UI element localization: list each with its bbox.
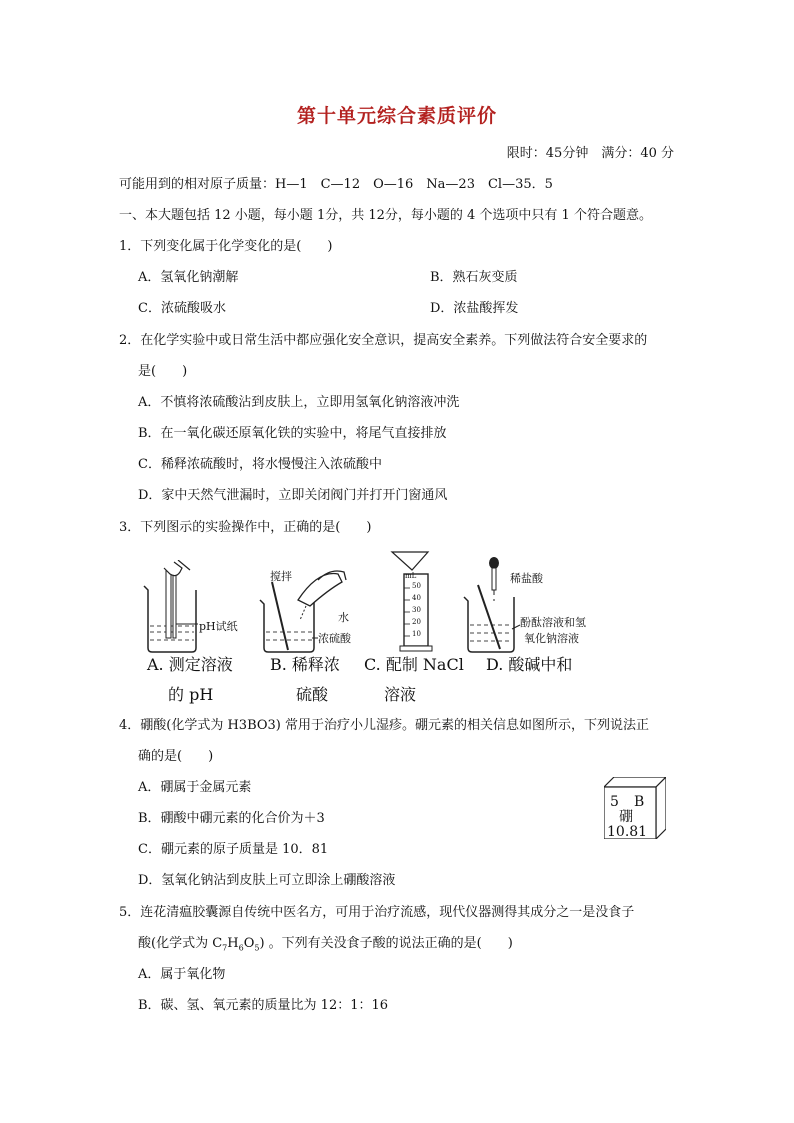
figure-c-unit: mL <box>405 572 417 580</box>
q1-option-b: B．熟石灰变质 <box>430 270 518 285</box>
figure-a-ph-test <box>140 560 250 655</box>
figure-b-stir-annotation: 搅拌 <box>270 570 292 583</box>
q2-stem-line1: 2．在化学实验中或日常生活中都应强化安全意识，提高安全素养。下列做法符合安全要求的 <box>119 333 648 348</box>
element-name: 硼 <box>619 809 633 825</box>
figure-d-indicator-line1: 酚酞溶液和氢 <box>520 616 586 629</box>
q1-stem: 1．下列变化属于化学变化的是( ) <box>119 239 333 254</box>
figure-c-label-line2: 溶液 <box>384 685 417 704</box>
figure-d-indicator-line2: 氧化钠溶液 <box>524 632 579 645</box>
q5-option-a: A．属于氧化物 <box>138 967 226 982</box>
q5-stem-line1: 5．连花清瘟胶囊源自传统中医名方，可用于治疗流感，现代仪器测得其成分之一是没食子 <box>119 905 635 920</box>
q2-option-d: D．家中天然气泄漏时，立即关闭阀门并打开门窗通风 <box>138 488 448 503</box>
section-1-instructions: 一、本大题包括 12 小题，每小题 1分，共 12分，每小题的 4 个选项中只有 1 个符合题意。 <box>119 208 652 223</box>
q4-option-a: A．硼属于金属元素 <box>138 780 252 795</box>
element-mass: 10.81 <box>607 824 648 840</box>
time-score-info: 限时：45分钟 满分：40 分 <box>506 146 674 161</box>
q1-option-a: A．氢氧化钠潮解 <box>138 270 239 285</box>
q1-option-c: C．浓硫酸吸水 <box>138 301 226 316</box>
q5-option-b: B．碳、氢、氧元素的质量比为 12：1：16 <box>138 998 389 1013</box>
figure-c-tick: 10 <box>412 630 421 638</box>
element-atomic-number: 5 <box>610 794 619 810</box>
figure-b-label-line2: 硫酸 <box>296 685 329 704</box>
figure-d-label: D. 酸碱中和 <box>486 655 573 674</box>
q4-stem-line2: 确的是( ) <box>138 749 214 764</box>
q2-option-a: A．不慎将浓硫酸沾到皮肤上，立即用氢氧化钠溶液冲洗 <box>138 395 460 410</box>
q3-stem: 3．下列图示的实验操作中，正确的是( ) <box>119 520 372 535</box>
page-title: 第十单元综合素质评价 <box>296 105 497 127</box>
figure-c-label-line1: C. 配制 NaCl <box>364 655 464 674</box>
q4-option-c: C．硼元素的原子质量是 10．81 <box>138 842 329 857</box>
q4-option-d: D．氢氧化钠沾到皮肤上可立即涂上硼酸溶液 <box>138 873 396 888</box>
q4-option-b: B．硼酸中硼元素的化合价为＋3 <box>138 811 325 826</box>
figure-c-cylinder <box>390 550 450 655</box>
q2-option-c: C．稀释浓硫酸时，将水慢慢注入浓硫酸中 <box>138 457 382 472</box>
q2-option-b: B．在一氧化碳还原氧化铁的实验中，将尾气直接排放 <box>138 426 447 441</box>
element-symbol: B <box>634 794 645 810</box>
figure-a-label-line2: 的 pH <box>168 685 214 704</box>
atomic-masses: 可能用到的相对原子质量：H—1 C—12 O—16 Na—23 Cl—35．5 <box>119 177 553 192</box>
figure-a-annotation: pH试纸 <box>199 620 238 633</box>
figure-c-tick: 50 <box>412 582 421 590</box>
q2-stem-line2: 是( ) <box>138 364 188 379</box>
figure-b-water-annotation: 水 <box>338 611 349 624</box>
figure-c-tick: 30 <box>412 606 421 614</box>
q1-option-d: D．浓盐酸挥发 <box>430 301 519 316</box>
q4-stem-line1: 4．硼酸(化学式为 H3BO3) 常用于治疗小儿湿疹。硼元素的相关信息如图所示，下列说法正 <box>119 718 650 733</box>
figure-b-acid-annotation: 浓硫酸 <box>318 632 351 645</box>
figure-a-label-line1: A. 测定溶液 <box>147 655 233 674</box>
figure-c-tick: 40 <box>412 594 421 602</box>
figure-b-label-line1: B. 稀释浓 <box>270 655 340 674</box>
figure-c-tick: 20 <box>412 618 421 626</box>
q5-stem-line2: 酸(化学式为 $C_7H_6O_5$) 。下列有关没食子酸的说法正确的是( ) <box>138 936 513 953</box>
figure-d-hcl-annotation: 稀盐酸 <box>510 572 543 585</box>
